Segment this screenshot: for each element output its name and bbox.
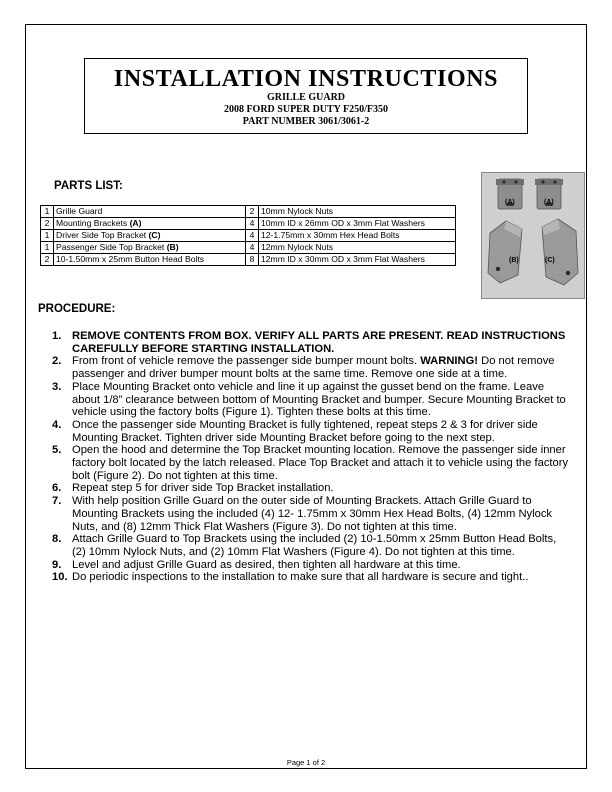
list-item [52,571,572,584]
part-number: PART NUMBER 3061/3061-2 [242,116,370,127]
qty-cell: 2 [41,218,54,230]
list-item [52,495,572,533]
step-text: Level and adjust Grille Guard as desired, then tighten all hardware at this time. [72,558,461,571]
table-row [41,242,456,254]
qty-cell: 4 [246,242,259,254]
qty-cell: 2 [246,206,259,218]
qty-cell: 1 [41,206,54,218]
step-number: 2. [52,355,62,368]
step-text: Do not remove passenger and driver bumper mount bolts at the same time. Remove one side at a time. [72,355,555,381]
product-name: GRILLE GUARD [266,92,346,103]
table-row [41,230,456,242]
procedure-heading: PROCEDURE: [38,303,116,315]
part-tag: (B) [166,242,179,252]
part-desc: Driver Side Top Bracket [56,230,147,240]
parts-list-heading: PARTS LIST: [54,180,123,192]
qty-cell: 2 [41,254,54,266]
procedure-steps [52,330,572,584]
part-cell [54,254,246,266]
step-text: With help position Grille Guard on the outer side of Mounting Brackets. Attach Grille Guard to Mounting Brackets using the included (4) 12- 1.75mm x 30mm Hex Head Bolts, (4) 12mm Nylock Nuts, and (8) 12mm Thick Flat Washers (Figure 3). Do not tighten at this time. [72,495,553,533]
step-text: Open the hood and determine the Top Bracket mounting location. Remove the passenger side inner factory bolt located by the latch released. Place Top Bracket and attach it to vehicle using the factory bolt (Figure 2). Do not tighten at this time. [72,444,569,482]
step-text: REMOVE CONTENTS FROM BOX. VERIFY ALL PARTS ARE PRESENT. READ INSTRUCTIONS CAREFULLY BEFORE STARTING INSTALLATION. [72,330,566,355]
list-item [52,330,572,355]
step-number: 9. [52,558,62,571]
qty-cell: 1 [41,230,54,242]
part-cell: 12mm ID x 30mm OD x 3mm Flat Washers [259,254,456,266]
step-number: 10. [52,571,68,584]
qty-cell: 1 [41,242,54,254]
list-item [52,355,572,380]
warning-label: WARNING! [420,355,479,368]
brackets-photo [481,172,585,299]
step-number: 3. [52,380,62,393]
part-cell [54,242,246,254]
step-number: 6. [52,482,62,495]
list-item [52,533,572,558]
step-text: Repeat step 5 for driver side Top Bracket installation. [72,482,334,495]
part-tag: (A) [129,218,142,228]
page-title: INSTALLATION INSTRUCTIONS [113,66,499,92]
qty-cell: 4 [246,218,259,230]
part-tag: (C) [148,230,161,240]
qty-cell: 8 [246,254,259,266]
table-row [41,218,456,230]
list-item [52,444,572,482]
part-desc: 10-1.50mm x 25mm Button Head Bolts [56,254,205,264]
top-bracket-c [542,219,578,285]
step-text: Do periodic inspections to the installation to make sure that all hardware is secure and tight.. [72,571,529,584]
list-item [52,482,572,495]
step-number: 5. [52,444,62,457]
title-box [84,58,528,134]
part-cell [54,218,246,230]
step-number: 4. [52,418,62,431]
top-bracket-b [488,221,522,283]
part-cell: 12mm Nylock Nuts [259,242,456,254]
list-item [52,559,572,572]
table-row [41,206,456,218]
part-cell: 10mm Nylock Nuts [259,206,456,218]
step-number: 1. [52,330,62,342]
qty-cell: 4 [246,230,259,242]
part-cell [54,206,246,218]
photo-label-a-left: (A) [505,199,515,206]
step-text: Attach Grille Guard to Top Brackets using the included (2) 10-1.50mm x 25mm Button Head Bolts, (2) 10mm Nylock Nuts, and (2) 10mm Flat Washers (Figure 4). Do not tighten at this time. [72,533,557,558]
part-cell: 12-1.75mm x 30mm Hex Head Bolts [259,230,456,242]
photo-label-a-right: (A) [544,199,554,206]
part-cell [54,230,246,242]
list-item [52,419,572,444]
step-number: 7. [52,495,62,508]
list-item [52,381,572,419]
table-row [41,254,456,266]
part-desc: Mounting Brackets [56,218,128,228]
step-text: Once the passenger side Mounting Bracket is fully tightened, repeat steps 2 & 3 for driver side Mounting Bracket. Tighten driver side Mounting Bracket before going to the next step. [72,418,538,444]
step-text: Place Mounting Bracket onto vehicle and line it up against the gusset bend on the frame. Leave about 1/8” clearance between bottom of Mounting Bracket and bumper. Secure Mounting Bracket to vehicle using the factory bolts (Figure 1). Tighten these bolts at this time. [72,380,566,419]
parts-table [40,205,456,266]
part-cell: 10mm ID x 26mm OD x 3mm Flat Washers [259,218,456,230]
step-number: 8. [52,533,62,546]
vehicle-model: 2008 FORD SUPER DUTY F250/F350 [223,104,389,115]
photo-label-c: (C) [545,257,555,264]
photo-label-b: (B) [509,257,519,264]
part-desc: Passenger Side Top Bracket [56,242,165,252]
page-number: Page 1 of 2 [286,758,326,767]
step-text: From front of vehicle remove the passenger side bumper mount bolts. [72,355,421,368]
part-desc: Grille Guard [56,206,103,216]
brackets-illustration [482,173,584,298]
